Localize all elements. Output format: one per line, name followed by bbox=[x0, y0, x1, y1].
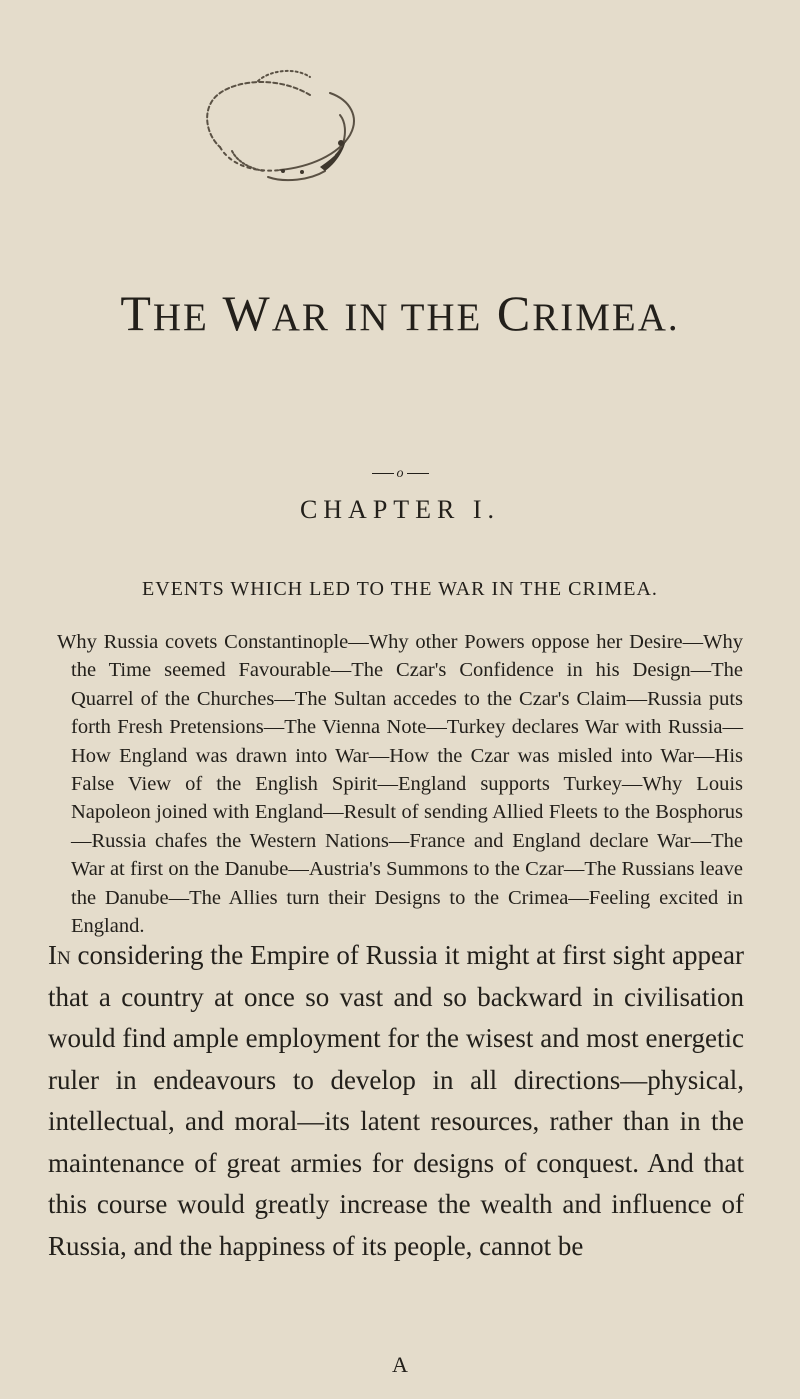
paragraph-text: considering the Empire of Russia it might at first sight appear that a country at once so vast and so backward in civilisation would find ample employment for the wisest and most energetic ruler in endeavours to develop in all directions—physical, intellectual, and moral—its latent resources, rather than in the maintenance of great armies for designs of conquest. And that this course would greatly increase the wealth and influence of Russia, and the happiness of its people, cannot be bbox=[48, 940, 744, 1261]
body-paragraph bbox=[48, 935, 744, 1267]
title-word-initial: W bbox=[222, 285, 272, 341]
oval-scroll-vignette-icon bbox=[160, 55, 380, 225]
title-word-rest: RIMEA. bbox=[532, 296, 680, 339]
paragraph-lead-word: In bbox=[48, 940, 71, 970]
chapter-subheading: EVENTS WHICH LED TO THE WAR IN THE CRIMEA. bbox=[142, 578, 658, 600]
section-divider bbox=[0, 466, 800, 482]
title-word-rest: AR bbox=[271, 296, 330, 339]
title-word: IN THE bbox=[344, 296, 483, 339]
chapter-synopsis: Why Russia covets Constantinople—Why other Powers oppose her Desire—Why the Time seemed Favourable—The Czar's Confidence in his Design—The Quarrel of the Churches—The Sultan accedes to the Czar's Claim—Russia puts forth Fresh Pretensions—The Vienna Note—Turkey declares War with Russia—How England was drawn into War—How the Czar was misled into War—His False View of the English Spirit—England supports Turkey—Why Louis Napoleon joined with England—Result of sending Allied Fleets to the Bosphorus—Russia chafes the Western Nations—France and England declare War—The War at first on the Danube—Austria's Summons to the Czar—The Russians leave the Danube—The Allies turn their Designs to the Crimea—Feeling excited in England. bbox=[57, 631, 743, 938]
book-title bbox=[0, 285, 800, 341]
title-word-rest: HE bbox=[152, 296, 209, 339]
title-word-initial: T bbox=[120, 285, 153, 341]
chapter-heading: CHAPTER I. bbox=[299, 495, 501, 524]
signature-mark: A bbox=[392, 1352, 408, 1377]
title-word-initial: C bbox=[496, 285, 533, 341]
divider-mark: o bbox=[396, 466, 404, 481]
